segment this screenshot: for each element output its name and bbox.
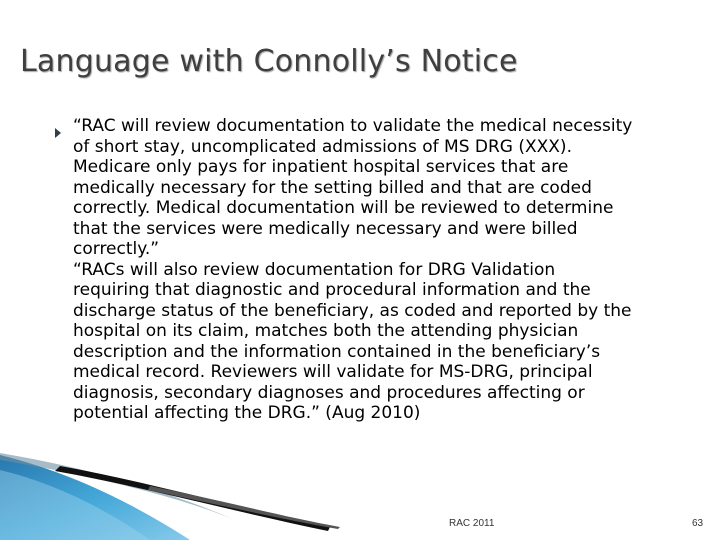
text-line: of short stay, uncomplicated admissions of MS DRG (XXX). xyxy=(73,136,572,157)
text-line: medical record. Reviewers will validate for MS-DRG, principal xyxy=(73,362,593,382)
text-line: description and the information contained in the beneficiary’s xyxy=(73,341,601,362)
text-line: potential affecting the DRG.” (Aug 2010) xyxy=(73,403,421,423)
slide-title: Language with Connolly’s Notice xyxy=(20,44,518,79)
text-line: Medicare only pays for inpatient hospital services that are xyxy=(73,157,569,177)
text-line: correctly. Medical documentation will be reviewed to determine xyxy=(73,198,614,218)
text-line: correctly.” xyxy=(73,239,160,259)
text-line: diagnosis, secondary diagnoses and procedures affecting or xyxy=(73,382,585,403)
text-line: medically necessary for the setting billed and that are coded xyxy=(73,177,592,198)
quote-body xyxy=(73,116,713,424)
triangle-bullet-icon xyxy=(55,128,61,138)
text-line: discharge status of the beneficiary, as coded and reported by the xyxy=(73,300,632,321)
text-line: that the services were medically necessary and were billed xyxy=(73,218,578,239)
text-line: hospital on its claim, matches both the attending physician xyxy=(73,321,579,341)
text-line: requiring that diagnostic and procedural information and the xyxy=(73,280,591,300)
page-number: 63 xyxy=(692,518,704,529)
footer-label: RAC 2011 xyxy=(449,518,495,529)
text-line: “RACs will also review documentation for DRG Validation xyxy=(73,259,556,280)
text-line: “RAC will review documentation to validate the medical necessity xyxy=(73,116,633,136)
